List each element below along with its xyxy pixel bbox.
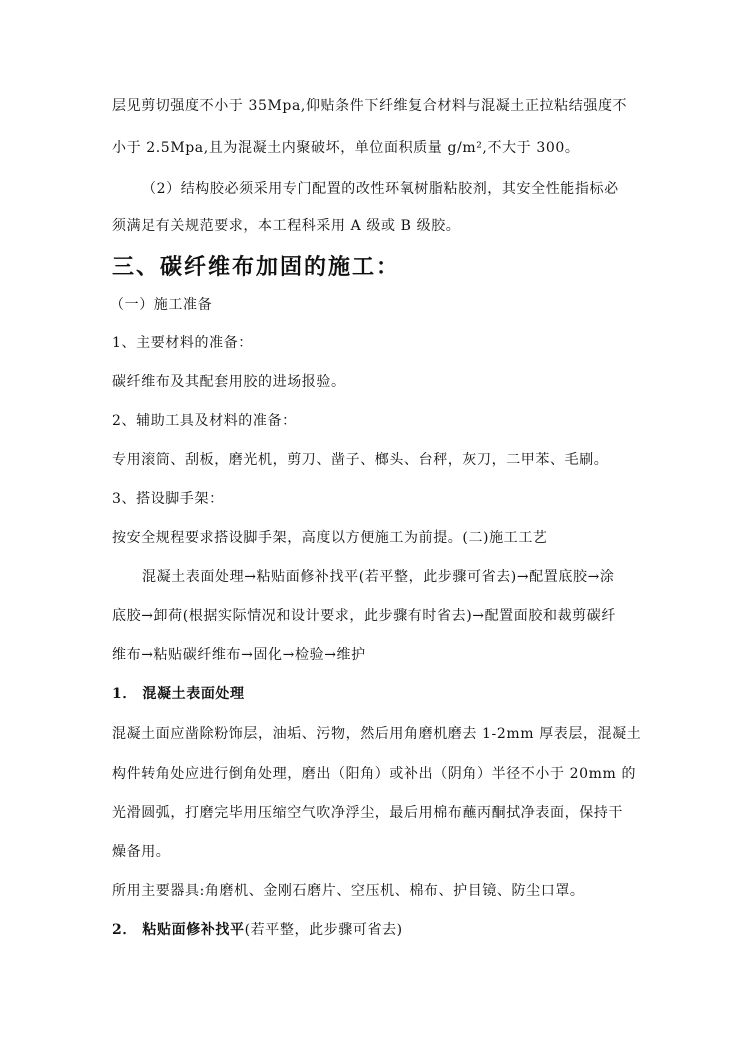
subsection-heading: （一）施工准备 <box>110 297 213 313</box>
step-heading-note: (若平整，此步骤可省去) <box>244 922 403 938</box>
tools-line: 所用主要器具:角磨机、金刚石磨片、空压机、棉布、护目镜、防尘口罩。 <box>112 883 585 899</box>
paragraph-line: 构件转角处应进行倒角处理，磨出（阳角）或补出（阴角）半径不小于 20mm 的 <box>112 766 637 782</box>
paragraph-line: 层见剪切强度不小于 35Mpa,仰贴条件下纤维复合材料与混凝土正拉粘结强度不 <box>112 98 628 114</box>
paragraph-line: 小于 2.5Mpa,且为混凝土内聚破坏，单位面积质量 g/m²,不大于 300。 <box>112 140 580 156</box>
paragraph-line: （2）结构胶必须采用专门配置的改性环氧树脂粘胶剂，其安全性能指标必 <box>142 181 619 197</box>
process-line: 维布→粘贴碳纤维布→固化→检验→维护 <box>112 647 366 663</box>
step-heading: 1． 混凝土表面处理 <box>112 686 245 702</box>
section-heading: 三、碳纤维布加固的施工： <box>112 255 401 280</box>
step-heading <box>112 920 403 940</box>
step-heading-bold: 2． 粘贴面修补找平 <box>112 922 245 938</box>
paragraph-line: 须满足有关规范要求，本工程科采用 A 级或 B 级胶。 <box>112 218 461 234</box>
item-text: 碳纤维布及其配套用胶的进场报验。 <box>112 374 346 390</box>
item-text: 专用滚筒、刮板，磨光机，剪刀、凿子、榔头、台秤，灰刀，二甲苯、毛刷。 <box>112 452 609 468</box>
paragraph-line: 燥备用。 <box>112 844 171 860</box>
process-line: 底胶→卸荷(根据实际情况和设计要求，此步骤有时省去)→配置面胶和裁剪碳纤 <box>112 608 616 624</box>
paragraph-line: 光滑圆弧，打磨完毕用压缩空气吹净浮尘，最后用棉布蘸丙酮拭净表面，保持干 <box>112 805 623 821</box>
item-text: 按安全规程要求搭设脚手架，高度以方便施工为前提。(二)施工工艺 <box>112 530 548 546</box>
item-title: 2、辅助工具及材料的准备： <box>112 413 297 429</box>
paragraph-line: 混凝土面应凿除粉饰层，油垢、污物，然后用角磨机磨去 1-2mm 厚表层，混凝土 <box>112 726 642 742</box>
item-title: 3、搭设脚手架： <box>112 491 224 507</box>
item-title: 1、主要材料的准备： <box>112 335 253 351</box>
process-line: 混凝土表面处理→粘贴面修补找平(若平整，此步骤可省去)→配置底胶→涂 <box>142 569 615 585</box>
